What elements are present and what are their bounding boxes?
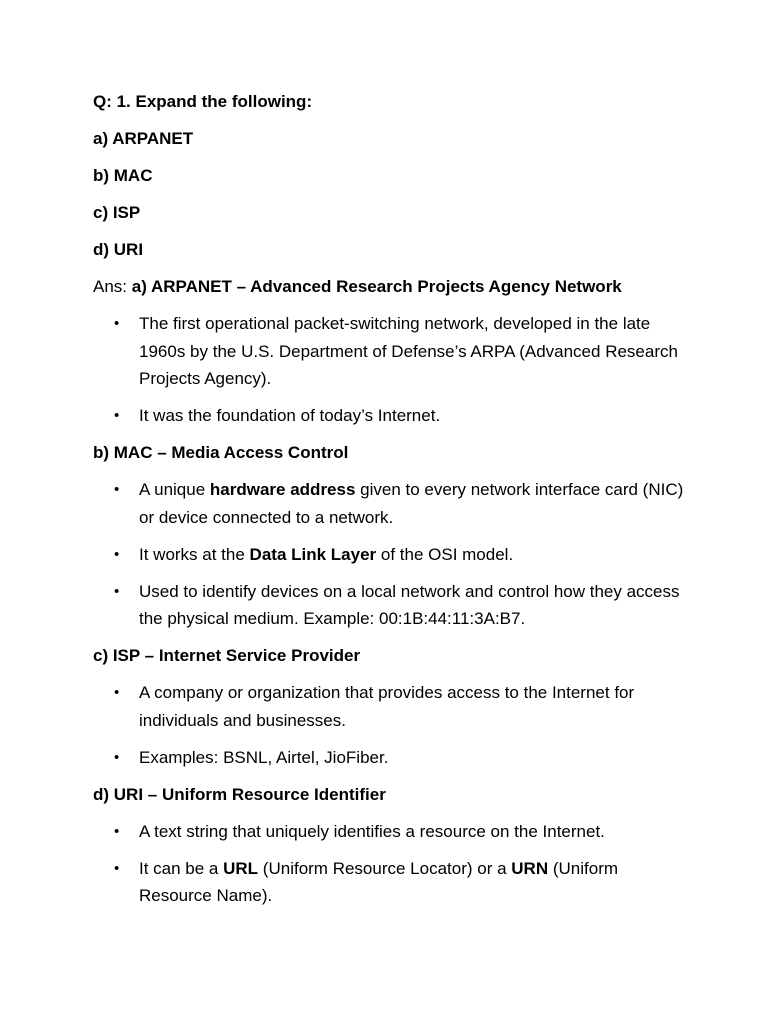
answer-body xyxy=(93,273,693,910)
answer-heading-text: c) ISP – Internet Service Provider xyxy=(93,646,361,665)
bullet-text: given to every network interface card (NIC) or device connected to a network. xyxy=(139,480,684,527)
question-item-d: d) URI xyxy=(93,240,144,259)
bullet-item xyxy=(93,744,693,772)
question-item-b: b) MAC xyxy=(93,166,153,185)
document-page xyxy=(93,88,693,919)
bold-term: Data Link Layer xyxy=(249,544,377,564)
bullet-list xyxy=(93,818,693,910)
bullet-text: Used to identify devices on a local network and control how they access the physical medium. Example: 00:1B:44:11:3A:B7. xyxy=(139,581,680,628)
bullet-item xyxy=(93,679,693,734)
answer-prefix: Ans: xyxy=(93,277,132,296)
question-title: Q: 1. Expand the following: xyxy=(93,92,313,111)
bullet-list xyxy=(93,679,693,771)
bullet-item xyxy=(93,476,693,531)
question-item-a: a) ARPANET xyxy=(93,129,194,148)
bullet-item xyxy=(93,855,693,910)
answer-heading-arpanet xyxy=(93,273,693,301)
bullet-text: Examples: BSNL, Airtel, JioFiber. xyxy=(139,747,389,767)
bullet-item xyxy=(93,818,693,846)
bullet-text: (Uniform Resource Name). xyxy=(139,858,619,905)
bullet-item xyxy=(93,541,693,569)
bullet-list xyxy=(93,476,693,633)
answer-heading-isp xyxy=(93,642,693,670)
bullet-text: It was the foundation of today’s Internet. xyxy=(139,406,441,425)
bullet-text: A company or organization that provides access to the Internet for individuals and businesses. xyxy=(139,683,635,730)
answer-heading-uri xyxy=(93,781,693,809)
bold-term: URL xyxy=(223,858,259,878)
answer-heading-text: a) ARPANET – Advanced Research Projects Agency Network xyxy=(131,277,622,296)
answer-heading-text: b) MAC – Media Access Control xyxy=(93,443,349,462)
bold-term: hardware address xyxy=(209,480,356,499)
bullet-text: of the OSI model. xyxy=(376,544,514,564)
bullet-list xyxy=(93,310,693,430)
bullet-item xyxy=(93,402,693,430)
bullet-text: It works at the xyxy=(139,544,250,564)
bullet-text: The first operational packet-switching network, developed in the late 1960s by the U.S. Department of Defense’s ARPA (Advanced Research Projects Agency). xyxy=(139,314,678,388)
answer-heading-text: d) URI – Uniform Resource Identifier xyxy=(93,784,386,804)
bold-term: URN xyxy=(511,858,549,878)
bullet-text: (Uniform Resource Locator) or a xyxy=(258,858,512,878)
question-item-c: c) ISP xyxy=(93,203,141,222)
bullet-text: A text string that uniquely identifies a resource on the Internet. xyxy=(139,821,605,841)
bullet-item xyxy=(93,578,693,633)
bullet-text: A unique xyxy=(139,480,210,499)
answer-heading-mac xyxy=(93,439,693,467)
bullet-text: It can be a xyxy=(139,858,224,878)
bullet-item xyxy=(93,310,693,393)
